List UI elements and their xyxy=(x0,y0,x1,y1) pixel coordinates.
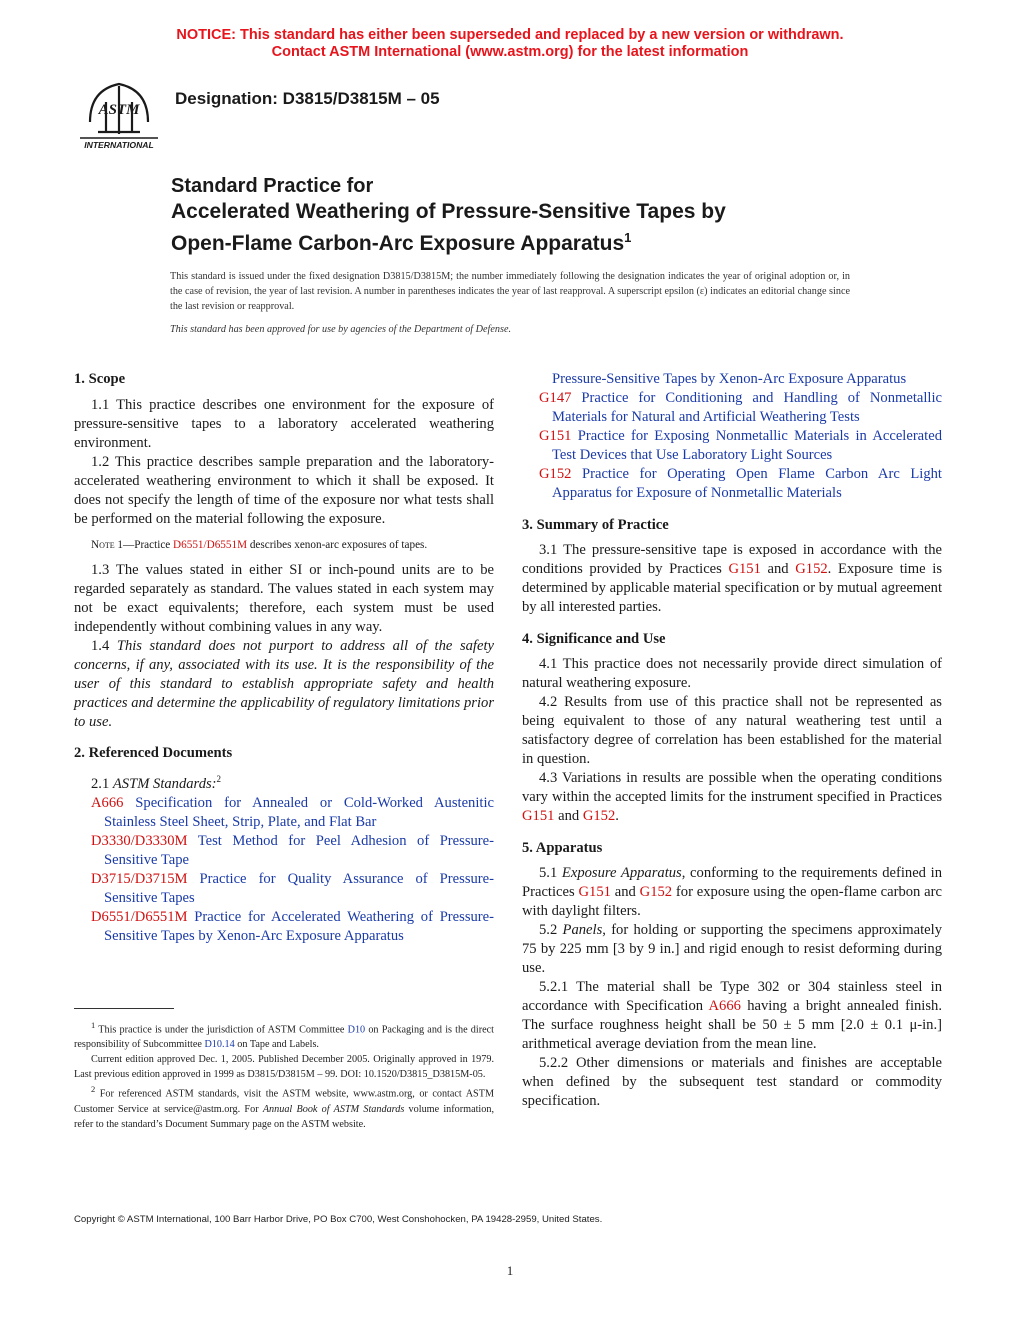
link-g152-apparatus[interactable]: G152 xyxy=(639,884,673,900)
link-g151-significance[interactable]: G151 xyxy=(522,808,555,824)
paragraph-1-4: 1.4 This standard does not purport to address all of the safety concerns, if any, associated with its use. It is the responsibility of the user of this standard to establish appropriate safety and health practices and determine the applicability of regulatory limitations prior to use. xyxy=(74,638,494,730)
paragraph-4-3: 4.3 Variations in results are possible when the operating conditions vary within the accepted limits for the instrument specified in Practices G151 and G152. xyxy=(522,770,942,824)
svg-text:INTERNATIONAL: INTERNATIONAL xyxy=(84,140,154,150)
footnote-1-edition: Current edition approved Dec. 1, 2005. Published December 2005. Originally approved in 1979. Last previous edition approved in 1999 as D3815/D3815M – 99. DOI: 10.1520/D3815_D3815M-05. xyxy=(74,1054,494,1081)
section-heading-referenced-documents: 2. Referenced Documents xyxy=(74,745,233,761)
link-g147[interactable]: G147 xyxy=(539,390,572,406)
paragraph-1-3: 1.3 The values stated in either SI or inch-pound units are to be regarded separately as standard. The values stated in each system may not be exact equivalents; therefore, each system must be used independently without combining values in any way. xyxy=(74,562,494,635)
astm-standards-subheading: 2.1 ASTM Standards:$^2$ xyxy=(91,774,222,792)
ref-item-d3715: D3715/D3715M Practice for Quality Assurance of Pressure-Sensitive Tapes xyxy=(91,870,494,906)
notice-line-2: Contact ASTM International (www.astm.org) for the latest information xyxy=(271,44,749,60)
paragraph-5-2: 5.2 Panels, for holding or supporting the specimens approximately 75 by 225 mm [3 by 9 in.] and rigid enough to resist deforming during use. xyxy=(522,922,943,976)
link-subcommittee-d10-14[interactable]: D10.14 xyxy=(204,1039,235,1051)
document-title xyxy=(171,174,871,257)
section-heading-summary: 3. Summary of Practice xyxy=(522,517,669,533)
paragraph-3-1: 3.1 The pressure-sensitive tape is exposed in accordance with the conditions provided by Practices G151 and G152. Exposure time is determined by applicable material specification or by mutual agreement by all interested parties. xyxy=(522,542,942,615)
title-line-2: Open-Flame Carbon-Arc Exposure Apparatus$^1$ xyxy=(171,230,632,255)
footnote-2: $^2$ For referenced ASTM standards, visit the ASTM website, www.astm.org, or contact ASTM Customer Service at service@astm.org. For Annual Book of ASTM Standards volume information, refer to the standard’s Document Summary page on the ASTM website. xyxy=(74,1084,494,1130)
link-g151-summary[interactable]: G151 xyxy=(728,561,761,577)
paragraph-5-2-2: 5.2.2 Other dimensions or materials and finishes are acceptable when defined by the subsequent test standard or commodity specification. xyxy=(522,1055,942,1109)
link-d6551-ref[interactable]: D6551/D6551M xyxy=(91,908,188,925)
notice-line-1: NOTICE: This standard has either been superseded and replaced by a new version or withdrawn. xyxy=(176,27,844,43)
footnote-divider xyxy=(74,1008,174,1009)
title-footnote-mark: 1 xyxy=(624,230,632,245)
title-kicker: Standard Practice for xyxy=(171,175,374,197)
astm-logo xyxy=(76,76,162,154)
link-committee-d10[interactable]: D10 xyxy=(347,1024,366,1036)
ref-item-d6551: D6551/D6551M Practice for Accelerated Weathering of Pressure-Sensitive Tapes by Xenon-Arc Exposure Apparatus xyxy=(91,908,494,944)
paragraph-1-2: 1.2 This practice describes sample preparation and the laboratory-accelerated weathering environment to which it shall be exposed. It does not specify the length of time of the exposure nor what tests shall be performed on the material following the exposure. xyxy=(74,454,494,527)
svg-text:ASTM: ASTM xyxy=(98,102,140,118)
title-line-1: Accelerated Weathering of Pressure-Sensitive Tapes by xyxy=(171,200,726,223)
footnotes xyxy=(74,1018,494,1132)
link-g152[interactable]: G152 xyxy=(539,466,572,482)
issue-note: This standard is issued under the fixed designation D3815/D3815M; the number immediately following the designation indicates the year of original adoption or, in the case of revision, the year of last revision. A number in parentheses indicates the year of last reapproval. A superscript epsilon (ε) indicates an editorial change since the last revision or reapproval. xyxy=(170,271,850,312)
section-heading-significance: 4. Significance and Use xyxy=(522,631,666,647)
ref-item-a666: A666 Specification for Annealed or Cold-Worked Austenitic Stainless Steel Sheet, Strip, Plate, and Flat Bar xyxy=(91,794,494,830)
link-a666-apparatus[interactable]: A666 xyxy=(708,998,741,1014)
paragraph-5-2-1: 5.2.1 The material shall be Type 302 or 304 stainless steel in accordance with Specification A666 having a bright annealed finish. The surface roughness height shall be 50 ± 5 mm [2.0 ± 0.1 μ-in.] arithmetical average deviation from the mean line. xyxy=(522,979,942,1052)
dod-approval-note: This standard has been approved for use by agencies of the Department of Defense. xyxy=(170,324,512,335)
paragraph-5-1: 5.1 Exposure Apparatus, conforming to the requirements defined in Practices G151 and G152 for exposure using the open-flame carbon arc with daylight filters. xyxy=(522,865,942,919)
footnote-1: $^1$ This practice is under the jurisdiction of ASTM Committee D10 on Packaging and is the direct responsibility of Subcommittee D10.14 on Tape and Labels. xyxy=(74,1020,495,1051)
ref-item-g152: G152 Practice for Operating Open Flame Carbon Arc Light Apparatus for Exposure of Nonmetallic Materials xyxy=(539,466,942,501)
ref-item-d6551-continued: Pressure-Sensitive Tapes by Xenon-Arc Exposure Apparatus xyxy=(552,371,907,387)
section-heading-apparatus: 5. Apparatus xyxy=(522,840,603,856)
note-1: Note 1—Practice D6551/D6551M describes xenon-arc exposures of tapes. xyxy=(91,539,428,551)
designation: Designation: D3815/D3815M – 05 xyxy=(175,89,440,108)
withdrawn-notice xyxy=(0,27,1020,61)
paragraph-4-2: 4.2 Results from use of this practice shall not be represented as being equivalent to those of any natural weathering test until a satisfactory degree of correlation has been established for the material in question. xyxy=(522,694,942,767)
left-column xyxy=(74,370,494,944)
link-d6551[interactable]: D6551/D6551M xyxy=(173,539,248,551)
link-g151-apparatus[interactable]: G151 xyxy=(578,884,611,900)
link-g152-summary[interactable]: G152 xyxy=(795,561,828,577)
link-g152-significance[interactable]: G152 xyxy=(582,808,616,824)
right-column xyxy=(522,370,942,1111)
copyright-line: Copyright © ASTM International, 100 Barr Harbor Drive, PO Box C700, West Conshohocken, PA 19428-2959, United States. xyxy=(74,1214,603,1225)
link-d3715[interactable]: D3715/D3715M xyxy=(91,870,188,887)
link-d3330[interactable]: D3330/D3330M xyxy=(91,832,188,849)
link-a666[interactable]: A666 xyxy=(91,794,124,811)
paragraph-1-1: 1.1 This practice describes one environment for the exposure of pressure-sensitive tapes to a laboratory accelerated weathering environment. xyxy=(74,397,494,451)
paragraph-4-1: 4.1 This practice does not necessarily provide direct simulation of natural weathering exposure. xyxy=(522,656,942,691)
ref-item-g151: G151 Practice for Exposing Nonmetallic Materials in Accelerated Test Devices that Use Laboratory Light Sources xyxy=(539,428,942,463)
ref-item-g147: G147 Practice for Conditioning and Handling of Nonmetallic Materials for Natural and Artificial Weathering Tests xyxy=(539,390,942,425)
ref-item-d3330: D3330/D3330M Test Method for Peel Adhesion of Pressure-Sensitive Tape xyxy=(91,832,494,868)
section-heading-scope: 1. Scope xyxy=(74,371,126,387)
page-number: 1 xyxy=(506,1263,514,1278)
link-g151[interactable]: G151 xyxy=(539,428,572,444)
